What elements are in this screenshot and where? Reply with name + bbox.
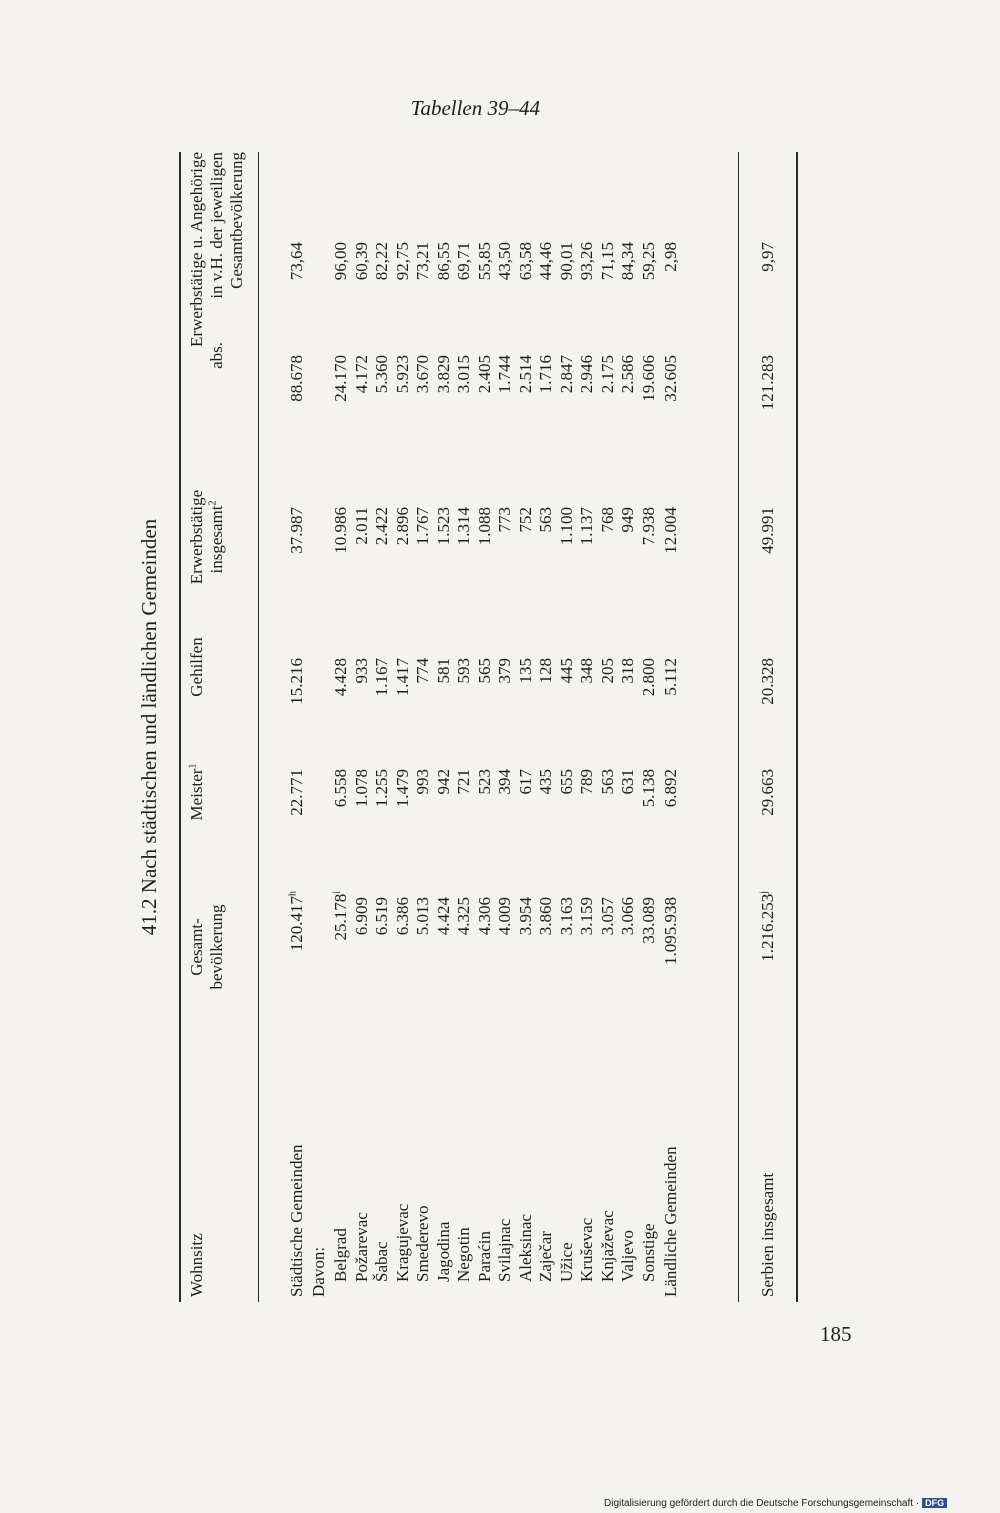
cell-angehoerige-abs: 5.360 — [372, 355, 391, 394]
footnote-marker: j — [758, 891, 770, 894]
cell-erwerbstaetige: 37.987 — [287, 507, 306, 554]
row-staedtische-gemeinden — [286, 152, 308, 1302]
footer-text: Digitalisierung gefördert durch die Deutsche Forschungsgemeinschaft · — [604, 1498, 920, 1509]
cell-gesamtbevoelkerung: 120.417$^h$ — [287, 891, 306, 952]
cell-meister: 6.558 — [331, 769, 350, 808]
cell-meister: 1.255 — [372, 769, 391, 808]
cell-angehoerige-abs: 32.605 — [661, 355, 680, 402]
cell-gehilfen: 1.167 — [372, 658, 391, 697]
cell-gehilfen: 379 — [495, 658, 514, 684]
cell-gehilfen: 318 — [618, 658, 637, 684]
cell-meister: 435 — [536, 769, 555, 795]
cell-angehoerige-pct: 59,25 — [638, 242, 658, 281]
header-erwerbstaetige-line2: insgesamt$^2$ — [207, 500, 226, 574]
cell-erwerbstaetige: 12.004 — [661, 507, 680, 554]
row-label: Kragujevac — [392, 1203, 412, 1282]
row-label: Šabac — [372, 1241, 391, 1282]
cell-angehoerige-pct: 86,55 — [433, 242, 453, 281]
cell-erwerbstaetige: 1.314 — [454, 507, 473, 546]
header-abs: abs. — [207, 342, 226, 369]
cell-erwerbstaetige: 768 — [597, 507, 617, 533]
cell-angehoerige-abs: 1.744 — [495, 355, 514, 394]
cell-gehilfen: 348 — [577, 658, 596, 684]
row-label: Paraćin — [474, 1231, 494, 1282]
row-label: Negotin — [454, 1227, 473, 1282]
row-label: Davon: — [309, 1246, 328, 1297]
cell-meister: 993 — [413, 769, 432, 795]
header-gehilfen: Gehilfen — [187, 637, 206, 697]
cell-gesamtbevoelkerung: 4.325 — [454, 897, 473, 936]
row-label: Svilajnac — [495, 1218, 514, 1282]
cell-angehoerige-pct: 82,22 — [372, 242, 391, 281]
cell-gehilfen: 593 — [454, 658, 473, 684]
row-label: Aleksinac — [515, 1214, 535, 1282]
row-label: Jagodina — [433, 1221, 453, 1282]
cell-gehilfen: 565 — [474, 658, 494, 684]
cell-angehoerige-pct: 69,71 — [454, 242, 473, 281]
cell-erwerbstaetige: 1.100 — [556, 507, 576, 546]
cell-meister: 1.078 — [351, 769, 371, 808]
cell-angehoerige-abs: 3.670 — [413, 355, 432, 394]
row-label: Smederevo — [413, 1205, 432, 1282]
row-label: Serbien insgesamt — [758, 1172, 777, 1297]
cell-meister: 617 — [515, 769, 535, 795]
cell-meister: 942 — [433, 769, 453, 795]
cell-gesamtbevoelkerung: 6.519 — [372, 897, 391, 936]
row-label: Požarevac — [351, 1212, 371, 1282]
cell-meister: 523 — [474, 769, 494, 795]
header-erwerbstaetige-line1: Erwerbstätige — [187, 489, 206, 585]
cell-meister: 563 — [597, 769, 617, 795]
cell-meister: 5.138 — [638, 769, 658, 808]
cell-angehoerige-pct: 60,39 — [351, 242, 371, 281]
cell-meister: 655 — [556, 769, 576, 795]
statistics-table — [137, 152, 810, 1302]
cell-angehoerige-abs: 2.405 — [474, 355, 494, 394]
cell-meister: 22.771 — [287, 769, 306, 816]
dfg-logo: DFG — [922, 1498, 947, 1508]
cell-meister: 721 — [454, 769, 473, 795]
cell-gehilfen: 774 — [413, 658, 432, 684]
header-pct-line1: in v.H. der jeweiligen — [207, 152, 226, 299]
cell-meister: 394 — [495, 769, 514, 795]
top-rule — [179, 152, 181, 1302]
cell-erwerbstaetige: 949 — [618, 507, 637, 533]
cell-meister: 631 — [618, 769, 637, 795]
cell-angehoerige-pct: 2,98 — [661, 242, 680, 272]
cell-angehoerige-pct: 9,97 — [758, 242, 777, 272]
cell-gehilfen: 15.216 — [287, 658, 306, 705]
row-label: Städtische Gemeinden — [287, 1144, 306, 1297]
cell-meister: 1.479 — [392, 769, 412, 808]
table-title: 41.2 Nach städtischen und ländlichen Gemeinden — [137, 518, 161, 936]
cell-angehoerige-abs: 5.923 — [392, 355, 412, 394]
cell-erwerbstaetige: 49.991 — [758, 507, 777, 554]
table-row — [638, 152, 660, 1302]
header-meister: Meister$^1$ — [187, 763, 206, 821]
cell-angehoerige-pct: 73,64 — [287, 242, 306, 281]
cell-angehoerige-abs: 2.514 — [515, 355, 535, 394]
cell-erwerbstaetige: 773 — [495, 507, 514, 533]
digitization-footer — [604, 1498, 947, 1509]
cell-angehoerige-abs: 3.015 — [454, 355, 473, 394]
cell-angehoerige-pct: 92,75 — [392, 242, 412, 281]
table-row — [433, 152, 455, 1302]
cell-gehilfen: 128 — [536, 658, 555, 684]
cell-gesamtbevoelkerung: 5.013 — [413, 897, 432, 936]
cell-meister: 6.892 — [661, 769, 680, 808]
table-row — [576, 152, 598, 1302]
table-row — [535, 152, 557, 1302]
bottom-rule — [796, 152, 798, 1302]
cell-angehoerige-abs: 88.678 — [287, 355, 306, 402]
cell-angehoerige-abs: 2.175 — [597, 355, 617, 394]
cell-angehoerige-abs: 2.946 — [577, 355, 596, 394]
table-row — [392, 152, 414, 1302]
table-row — [617, 152, 639, 1302]
cell-angehoerige-pct: 84,34 — [618, 242, 637, 281]
row-davon — [308, 152, 330, 1302]
row-serbien-insgesamt — [757, 152, 779, 1302]
cell-angehoerige-pct: 44,46 — [536, 242, 555, 281]
header-pct-line2: Gesamtbevölkerung — [227, 152, 246, 289]
cell-gesamtbevoelkerung: 25.178$^i$ — [331, 891, 350, 941]
cell-angehoerige-abs: 2.847 — [556, 355, 576, 394]
row-label: Zaječar — [536, 1231, 555, 1282]
row-laendliche-gemeinden — [660, 152, 682, 1302]
total-separator-rule — [738, 152, 739, 1302]
cell-erwerbstaetige: 1.088 — [474, 507, 494, 546]
cell-gesamtbevoelkerung: 1.095.938 — [661, 897, 680, 965]
cell-erwerbstaetige: 10.986 — [331, 507, 350, 554]
row-label: Belgrad — [331, 1228, 350, 1282]
cell-gesamtbevoelkerung: 4.424 — [433, 897, 453, 936]
cell-gesamtbevoelkerung: 1.216.253$^j$ — [758, 891, 777, 962]
cell-gesamtbevoelkerung: 3.057 — [597, 897, 617, 936]
cell-erwerbstaetige: 2.422 — [372, 507, 391, 546]
cell-meister: 29.663 — [758, 769, 777, 816]
cell-angehoerige-pct: 71,15 — [597, 242, 617, 281]
cell-gesamtbevoelkerung: 3.860 — [536, 897, 555, 936]
cell-erwerbstaetige: 1.137 — [577, 507, 596, 546]
cell-gehilfen: 135 — [515, 658, 535, 684]
cell-gesamtbevoelkerung: 3.163 — [556, 897, 576, 936]
table-row — [453, 152, 475, 1302]
cell-erwerbstaetige: 2.896 — [392, 507, 412, 546]
cell-angehoerige-pct: 43,50 — [495, 242, 514, 281]
cell-gesamtbevoelkerung: 4.306 — [474, 897, 494, 936]
page-number: 185 — [820, 1322, 852, 1346]
header-bottom-rule — [258, 152, 259, 1302]
table-row — [330, 152, 352, 1302]
cell-angehoerige-abs: 4.172 — [351, 355, 371, 394]
cell-angehoerige-abs: 121.283 — [758, 355, 777, 411]
cell-gehilfen: 581 — [433, 658, 453, 684]
table-row — [412, 152, 434, 1302]
table-row — [556, 152, 578, 1302]
cell-angehoerige-pct: 93,26 — [577, 242, 596, 281]
header-angehoerige-line1: Erwerbstätige u. Angehörige — [187, 152, 206, 347]
cell-gehilfen: 2.800 — [638, 658, 658, 697]
rotated-table-frame — [137, 152, 810, 1302]
footnote-marker: h — [287, 891, 299, 896]
cell-angehoerige-pct: 96,00 — [331, 242, 350, 281]
cell-meister: 789 — [577, 769, 596, 795]
cell-angehoerige-pct: 55,85 — [474, 242, 494, 281]
cell-gehilfen: 205 — [597, 658, 617, 684]
cell-erwerbstaetige: 1.767 — [413, 507, 432, 546]
cell-angehoerige-pct: 63,58 — [515, 242, 535, 281]
table-row — [494, 152, 516, 1302]
header-gesamt-line2: bevölkerung — [207, 904, 226, 990]
cell-erwerbstaetige: 563 — [536, 507, 555, 533]
cell-gehilfen: 445 — [556, 658, 576, 684]
cell-erwerbstaetige: 7.938 — [638, 507, 658, 546]
header-wohnsitz: Wohnsitz — [187, 1233, 206, 1297]
cell-gehilfen: 1.417 — [392, 658, 412, 697]
cell-gesamtbevoelkerung: 3.066 — [618, 897, 637, 936]
row-label: Valjevo — [618, 1230, 637, 1282]
cell-gehilfen: 4.428 — [331, 658, 350, 697]
cell-gesamtbevoelkerung: 33.089 — [638, 897, 658, 944]
row-label: Užice — [556, 1242, 576, 1282]
table-row — [351, 152, 373, 1302]
cell-erwerbstaetige: 1.523 — [433, 507, 453, 546]
cell-gesamtbevoelkerung: 4.009 — [495, 897, 514, 936]
cell-angehoerige-abs: 1.716 — [536, 355, 555, 394]
cell-angehoerige-pct: 73,21 — [413, 242, 432, 281]
row-label: Ländliche Gemeinden — [661, 1146, 680, 1297]
footnote-marker: i — [331, 891, 343, 894]
cell-erwerbstaetige: 752 — [515, 507, 535, 533]
cell-angehoerige-abs: 3.829 — [433, 355, 453, 394]
cell-gesamtbevoelkerung: 3.159 — [577, 897, 596, 936]
header-gesamt-line1: Gesamt- — [187, 918, 206, 976]
cell-angehoerige-abs: 2.586 — [618, 355, 637, 394]
row-label: Sonstige — [638, 1223, 658, 1282]
cell-gesamtbevoelkerung: 6.386 — [392, 897, 412, 936]
row-label: Kruševac — [577, 1217, 596, 1282]
table-row — [371, 152, 393, 1302]
running-head: Tabellen 39–44 — [410, 96, 540, 120]
table-row — [515, 152, 537, 1302]
table-row — [474, 152, 496, 1302]
cell-erwerbstaetige: 2.011 — [351, 507, 371, 545]
cell-angehoerige-pct: 90,01 — [556, 242, 576, 281]
cell-gehilfen: 933 — [351, 658, 371, 684]
cell-gesamtbevoelkerung: 6.909 — [351, 897, 371, 936]
cell-gesamtbevoelkerung: 3.954 — [515, 897, 535, 936]
cell-angehoerige-abs: 19.606 — [638, 355, 658, 402]
cell-gehilfen: 20.328 — [758, 658, 777, 705]
table-row — [597, 152, 619, 1302]
cell-angehoerige-abs: 24.170 — [331, 355, 350, 402]
cell-gehilfen: 5.112 — [661, 658, 680, 696]
row-label: Knjaževac — [597, 1210, 617, 1282]
